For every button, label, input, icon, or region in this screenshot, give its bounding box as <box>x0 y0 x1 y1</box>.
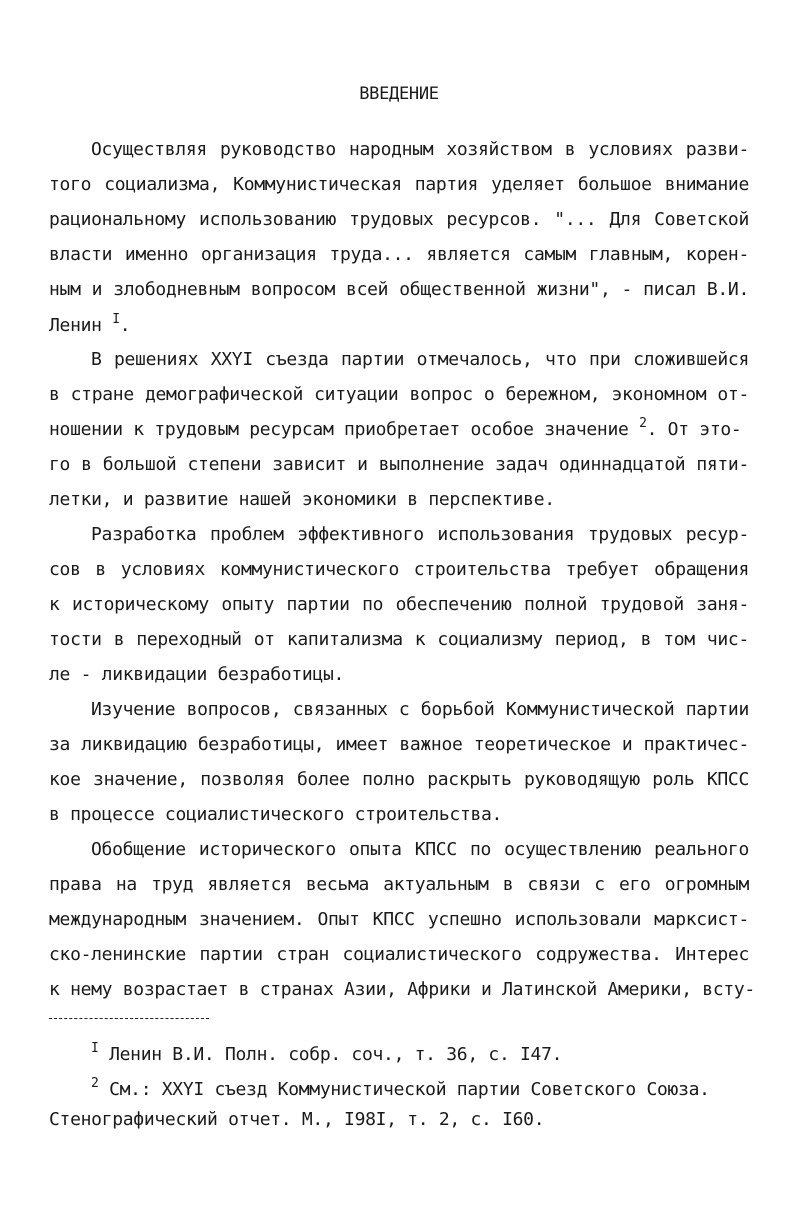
text-line: в процессе социалистического строительства. <box>49 804 503 825</box>
text-line: к нему возрастает в странах Азии, Африки и Латинской Америки, всту- <box>49 979 755 1000</box>
text-line: летки, и развитие нашей экономики в перспективе. <box>49 489 555 510</box>
text-line: В решениях XXYI съезда партии отмечалось, что при сложившейся <box>91 349 749 370</box>
text-fragment: ношении к трудовым ресурсам приобретает особое значение <box>49 419 629 440</box>
text-line: Разработка проблем эффективного использования трудовых ресур- <box>91 524 749 545</box>
text-line: кое значение, позволяя более полно раскрыть руководящую роль КПСС <box>49 769 749 790</box>
text-line: рациональному использованию трудовых ресурсов. "... Для Советской <box>49 209 749 230</box>
text-line <box>49 418 749 442</box>
text-line: Ленин $^I$. <box>49 312 131 336</box>
text-line: го в большой степени зависит и выполнение задач одиннадцатой пяти- <box>49 454 749 475</box>
footnote <box>91 1043 562 1067</box>
text-fragment: Ленин <box>49 315 102 336</box>
text-line: к историческому опыту партии по обеспечению полной трудовой заня- <box>49 594 749 615</box>
footnote-separator <box>49 1018 209 1019</box>
footnote-ref: 2 <box>639 416 647 431</box>
footnote-text: См.: XXYI съезд Коммунистической партии Советского Союза. <box>109 1079 710 1100</box>
footnote-text: Ленин В.И. Полн. собр. соч., т. 36, с. I47. <box>109 1044 563 1065</box>
text-line: Обобщение исторического опыта КПСС по осуществлению реального <box>91 839 749 860</box>
footnote-ref: I <box>112 312 120 327</box>
text-line: ско-ленинские партии стран социалистического содружества. Интерес <box>49 944 749 965</box>
text-line: международным значением. Опыт КПСС успешно использовали марксист- <box>49 909 749 930</box>
text-line: тости в переходный от капитализма к социализму период, в том чис- <box>49 629 749 650</box>
text-line: ным и злободневным вопросом всей общественной жизни", - писал В.И. <box>49 279 749 300</box>
text-line: права на труд является весьма актуальным в связи с его огромным <box>49 874 749 895</box>
text-line: сов в условиях коммунистического строительства требует обращения <box>49 559 749 580</box>
text-line: Изучение вопросов, связанных с борьбой Коммунистической партии <box>91 699 749 720</box>
footnote-mark: I <box>91 1041 99 1056</box>
text-line: власти именно организация труда... является самым главным, корен- <box>49 244 749 265</box>
section-title: ВВЕДЕНИЕ <box>359 84 439 104</box>
footnote-continuation: Стенографический отчет. М., I98I, т. 2, с. I60. <box>49 1109 545 1130</box>
text-line: того социализма, Коммунистическая партия уделяет большое внимание <box>49 174 749 195</box>
text-line: ле - ликвидации безработицы. <box>49 664 345 685</box>
footnote <box>91 1078 710 1102</box>
text-line: Осуществляя руководство народным хозяйством в условиях разви- <box>91 139 749 160</box>
text-line: в стране демографической ситуации вопрос о бережном, экономном от- <box>49 384 749 405</box>
footnote-mark: 2 <box>91 1076 99 1091</box>
text-fragment: . От это- <box>646 419 742 440</box>
text-line: за ликвидацию безработицы, имеет важное теоретическое и практичес- <box>49 734 749 755</box>
